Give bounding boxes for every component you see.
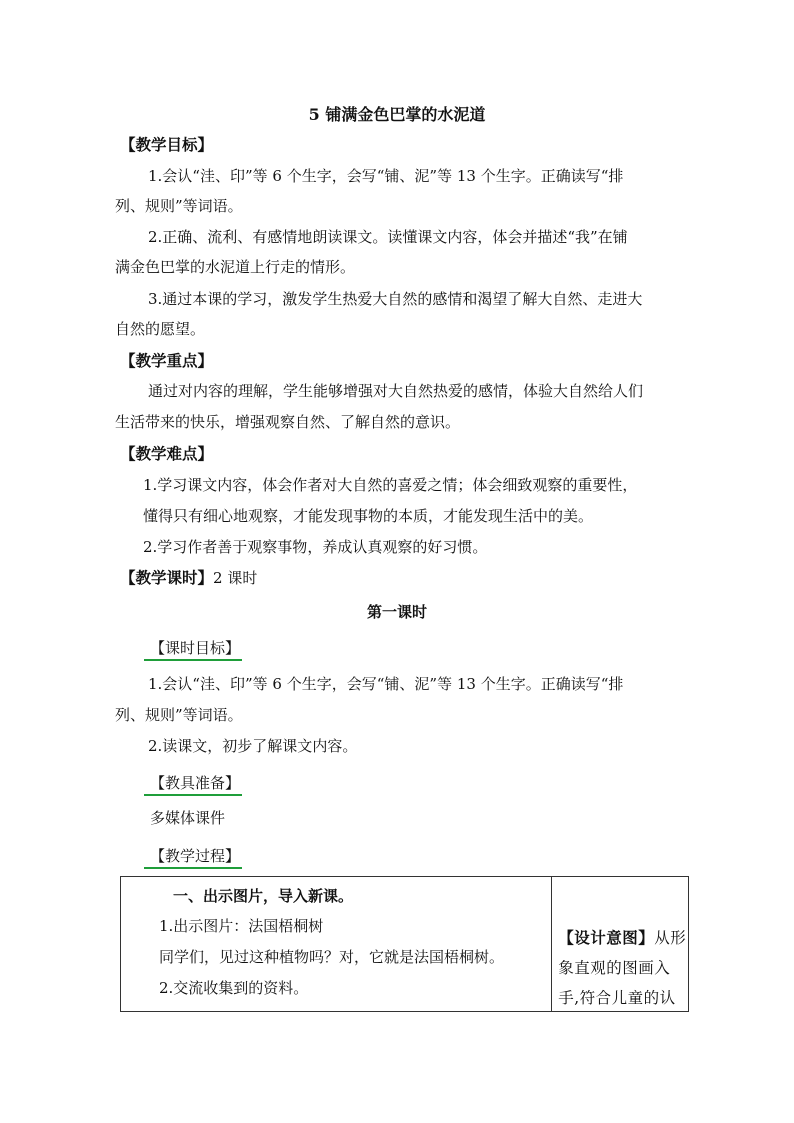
hours-value: 2 课时: [213, 569, 258, 587]
goals-header-row: [144, 638, 714, 661]
design-intent-label: 【设计意图】: [558, 928, 655, 947]
goals-header: 【课时目标】: [144, 638, 242, 661]
goal-line: 2.读课文，初步了解课文内容。: [148, 737, 358, 755]
process-header-row: [144, 846, 714, 869]
objective-line: 满金色巴掌的水泥道上行走的情形。: [115, 258, 356, 276]
goal-line: 列、规则”等词语。: [115, 706, 243, 724]
process-line: 2.交流收集到的资料。: [159, 979, 309, 997]
hours-header: 【教学课时】: [120, 568, 214, 587]
difficulty-line: 2.学习作者善于观察事物，养成认真观察的好习惯。: [143, 538, 488, 556]
objective-line: 自然的愿望。: [115, 320, 206, 338]
difficulty-line: 懂得只有细心地观察，才能发现事物的本质，才能发现生活中的美。: [143, 507, 594, 525]
hours-row: [120, 568, 690, 588]
prep-header-row: [144, 773, 714, 796]
key-points-header: 【教学重点】: [120, 351, 214, 370]
objective-line: 列、规则”等词语。: [115, 197, 243, 215]
objective-line: 1.会认“洼、印”等 6 个生字，会写“铺、泥”等 13 个生字。正确读写“排: [148, 167, 624, 185]
design-intent-line: 手,符合儿童的认: [558, 989, 676, 1007]
goal-line: 1.会认“洼、印”等 6 个生字，会写“铺、泥”等 13 个生字。正确读写“排: [148, 675, 624, 693]
process-header: 【教学过程】: [144, 846, 242, 869]
design-intent-line: 象直观的图画入: [558, 959, 671, 977]
process-line: 1.出示图片：法国梧桐树: [159, 917, 324, 935]
process-main-cell: [121, 877, 552, 1012]
objective-line: 2.正确、流利、有感情地朗读课文。读懂课文内容，体会并描述“我”在铺: [148, 228, 628, 246]
process-line: 同学们，见过这种植物吗？对，它就是法国梧桐树。: [159, 948, 505, 966]
prep-value: 多媒体课件: [150, 809, 226, 827]
key-points-line: 生活带来的快乐，增强观察自然、了解自然的意识。: [115, 413, 461, 431]
process-section-title: 一、出示图片，导入新课。: [173, 887, 354, 905]
lesson1-title: 第一课时: [366, 603, 427, 621]
difficulties-header: 【教学难点】: [120, 444, 214, 463]
objectives-header: 【教学目标】: [120, 135, 214, 154]
objective-line: 3.通过本课的学习，激发学生热爱大自然的感情和渴望了解大自然、走进大: [148, 290, 643, 308]
design-intent-cell: [552, 877, 689, 1012]
process-table: [120, 876, 689, 1012]
design-intent-line-1: [558, 926, 686, 948]
lesson-title: 5 铺满金色巴掌的水泥道: [308, 105, 486, 124]
key-points-line: 通过对内容的理解，学生能够增强对大自然热爱的感情，体验大自然给人们: [148, 382, 644, 400]
design-intent-text: 从形: [654, 929, 687, 947]
prep-header: 【教具准备】: [144, 773, 242, 796]
difficulty-line: 1.学习课文内容，体会作者对大自然的喜爱之情；体会细致观察的重要性，: [143, 476, 638, 494]
